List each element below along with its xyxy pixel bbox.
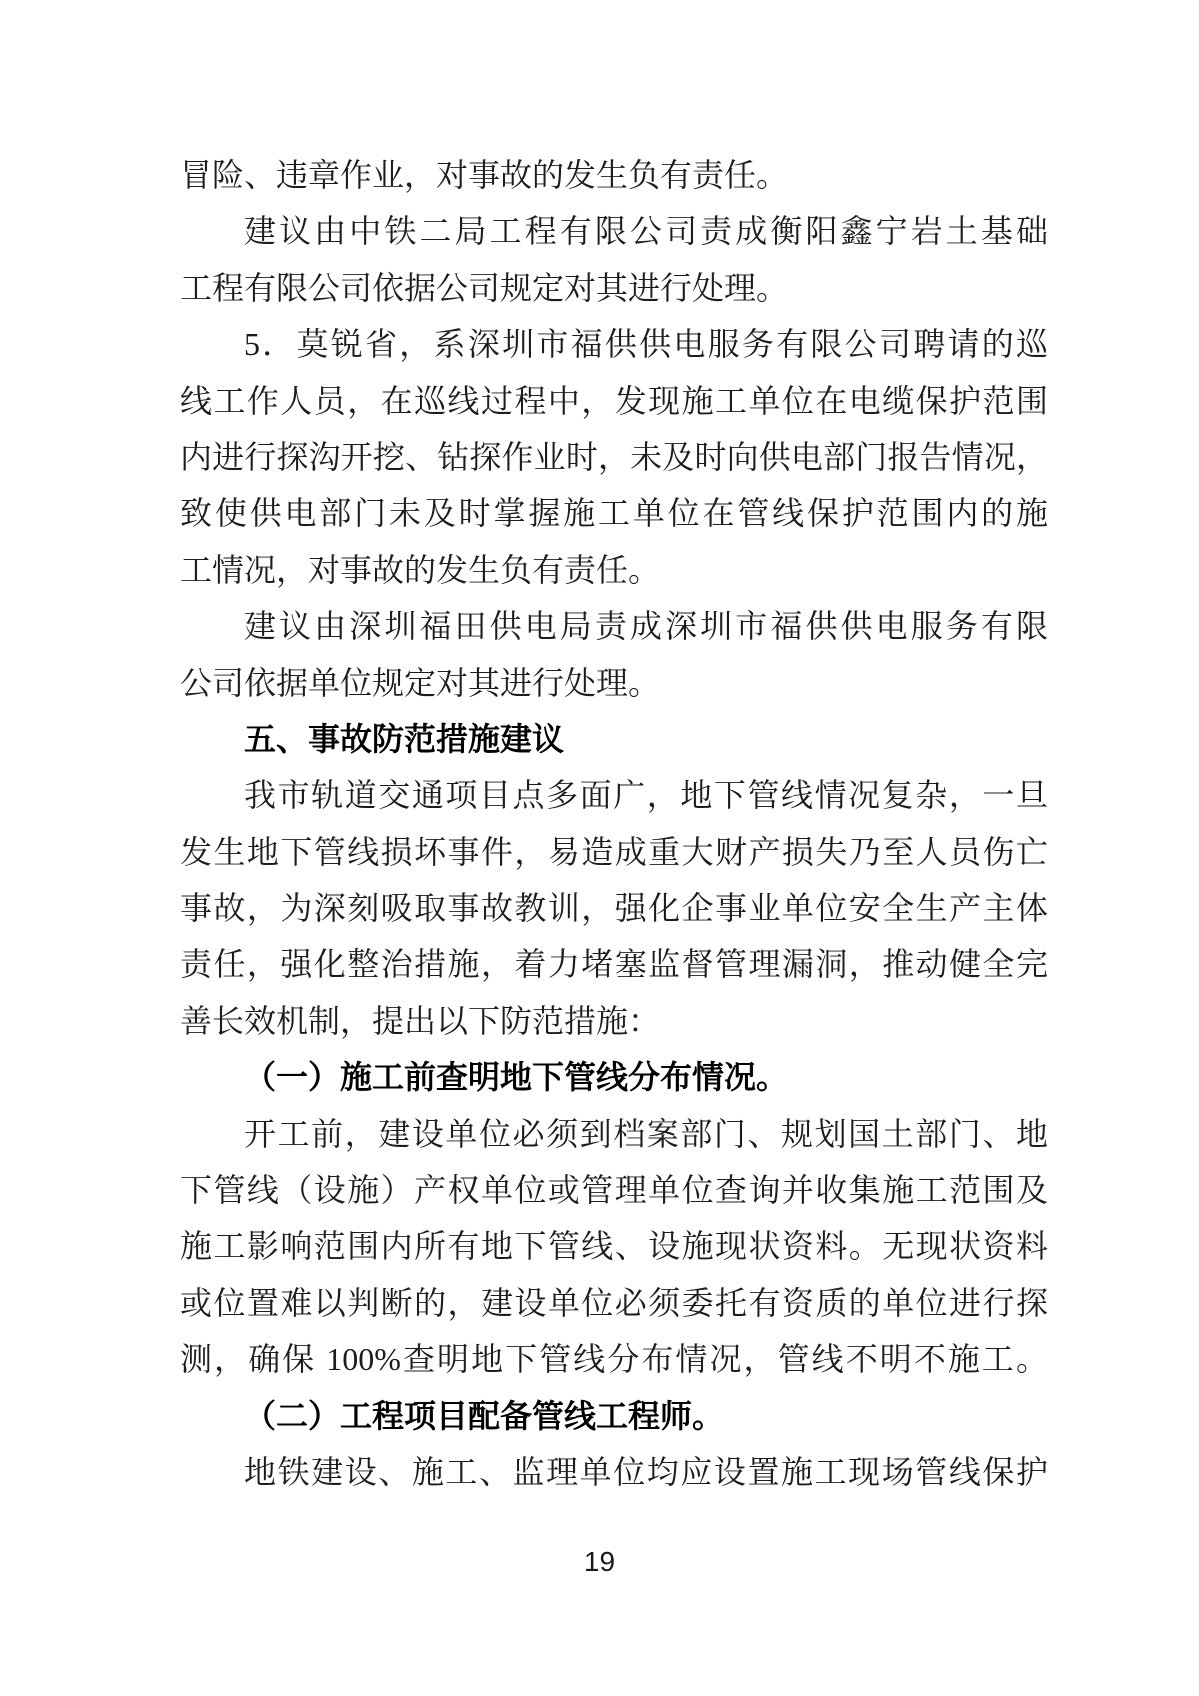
- text-line: 线工作人员，在巡线过程中，发现施工单位在电缆保护范围: [180, 382, 1048, 419]
- text-line: 地铁建设、施工、监理单位均应设置施工现场管线保护: [244, 1453, 1048, 1490]
- text-line: 事故，为深刻吸取事故教训，强化企事业单位安全生产主体: [180, 890, 1048, 927]
- text-line: （一）施工前查明地下管线分布情况。: [244, 1059, 789, 1096]
- text-line: 下管线（设施）产权单位或管理单位查询并收集施工范围及: [180, 1172, 1048, 1209]
- text-line: 五、事故防范措施建议: [244, 720, 565, 757]
- text-line: 5．莫锐省，系深圳市福供供电服务有限公司聘请的巡: [244, 326, 1048, 363]
- text-line: 建议由中铁二局工程有限公司责成衡阳鑫宁岩土基础: [244, 213, 1048, 250]
- text-line: 冒险、违章作业，对事故的发生负有责任。: [180, 157, 789, 193]
- text-line: 善长效机制，提出以下防范措施：: [180, 1002, 661, 1039]
- text-line: 内进行探沟开挖、钻探作业时，未及时向供电部门报告情况，: [180, 438, 1048, 475]
- text-line: 责任，强化整治措施，着力堵塞监督管理漏洞，推动健全完: [180, 946, 1048, 983]
- text-line: 建议由深圳福田供电局责成深圳市福供供电服务有限: [244, 608, 1048, 645]
- text-line: 施工影响范围内所有地下管线、设施现状资料。无现状资料: [180, 1228, 1048, 1265]
- text-line: 发生地下管线损坏事件，易造成重大财产损失乃至人员伤亡: [180, 833, 1048, 870]
- text-line: 公司依据单位规定对其进行处理。: [180, 664, 661, 701]
- text-line: 我市轨道交通项目点多面广，地下管线情况复杂，一旦: [244, 777, 1048, 814]
- text-line: （二）工程项目配备管线工程师。: [244, 1397, 725, 1434]
- text-line: 工程有限公司依据公司规定对其进行处理。: [180, 269, 789, 306]
- text-line: 致使供电部门未及时掌握施工单位在管线保护范围内的施: [180, 495, 1048, 532]
- text-line: 工情况，对事故的发生负有责任。: [180, 551, 661, 588]
- text-line: 测，确保 100%查明地下管线分布情况，管线不明不施工。: [180, 1341, 1048, 1378]
- text-line: 开工前，建设单位必须到档案部门、规划国土部门、地: [244, 1115, 1048, 1152]
- document-body: [180, 147, 1048, 1500]
- text-line: 或位置难以判断的，建设单位必须委托有资质的单位进行探: [180, 1284, 1048, 1321]
- page-number: 19: [583, 1546, 616, 1577]
